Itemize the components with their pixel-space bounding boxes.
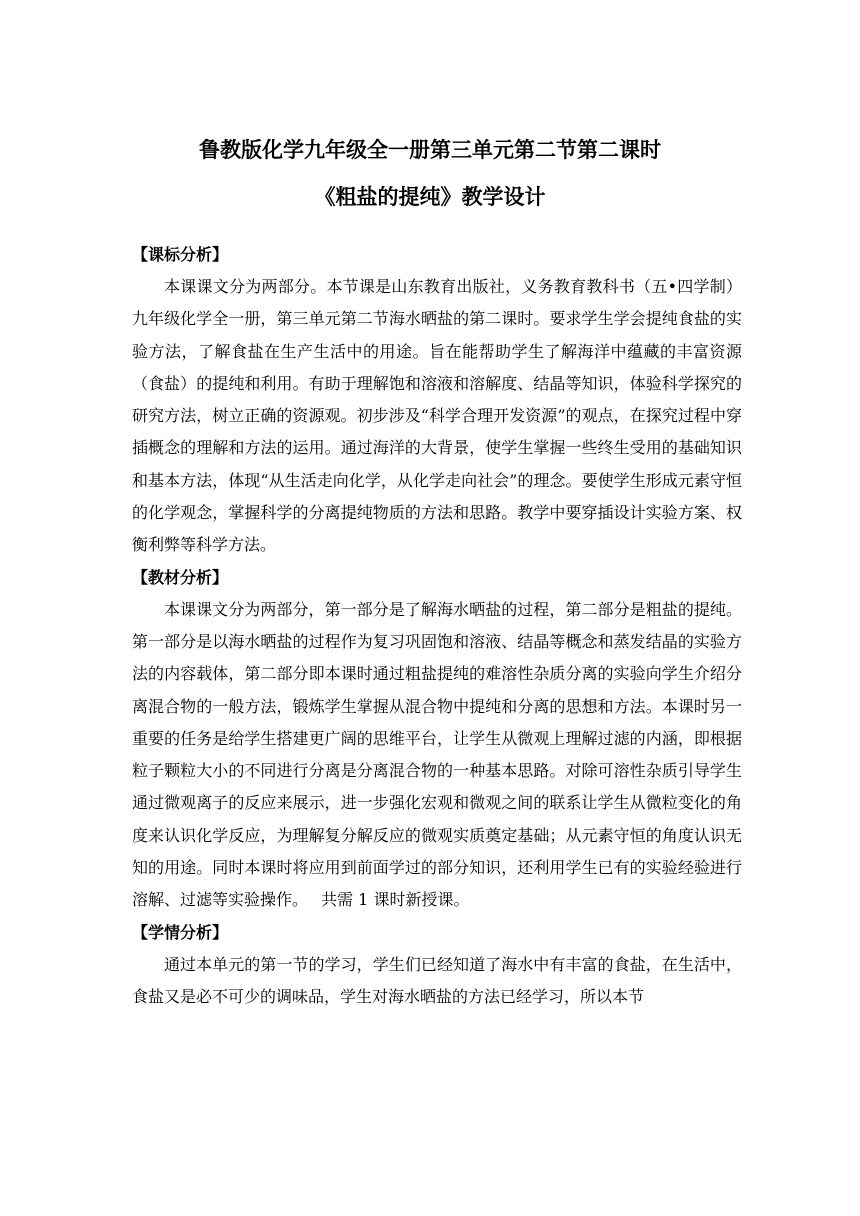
document-body <box>132 239 742 1013</box>
section-textbook-analysis <box>132 562 742 917</box>
section-student-analysis <box>132 917 742 1014</box>
section-paragraph: 本课课文分为两部分，第一部分是了解海水晒盐的过程，第二部分是粗盐的提纯。第一部分是以海水晒盐的过程作为复习巩固饱和溶液、结晶等概念和蒸发结晶的实验方法的内容载体，第二部分即本课时通过粗盐提纯的难溶性杂质分离的实验向学生介绍分离混合物的一般方法，锻炼学生掌握从混合物中提纯和分离的思想和方法。本课时另一重要的任务是给学生搭建更广阔的思维平台，让学生从微观上理解过滤的内涵，即根据粒子颗粒大小的不同进行分离是分离混合物的一种基本思路。对除可溶性杂质引导学生通过微观离子的反应来展示，进一步强化宏观和微观之间的联系让学生从微粒变化的角度来认识化学反应，为理解复分解反应的微观实质奠定基础；从元素守恒的角度认识无知的用途。同时本课时将应用到前面学过的部分知识，还利用学生已有的实验经验进行溶解、过滤等实验操作。 共需 1 课时新授课。 <box>132 599 742 910</box>
document-title-line-1: 鲁教版化学九年级全一册第三单元第二节第二课时 <box>199 138 661 162</box>
section-heading: 【学情分析】 <box>132 922 229 942</box>
section-curriculum-analysis <box>132 239 742 562</box>
section-paragraph: 本课课文分为两部分。本节课是山东教育出版社，义务教育教科书（五•四学制）九年级化学全一册，第三单元第二节海水晒盐的第二课时。要求学生学会提纯食盐的实验方法，了解食盐在生产生活中的用途。旨在能帮助学生了解海洋中蕴藏的丰富资源（食盐）的提纯和利用。有助于理解饱和溶液和溶解度、结晶等知识，体验科学探究的研究方法，树立正确的资源观。初步涉及“科学合理开发资源”的观点，在探究过程中穿插概念的理解和方法的运用。通过海洋的大背景，使学生掌握一些终生受用的基础知识和基本方法，体现“从生活走向化学，从化学走向社会”的理念。要使学生形成元素守恒的化学观念，掌握科学的分离提纯物质的方法和思路。教学中要穿插设计实验方案、权衡利弊等科学方法。 <box>132 277 742 555</box>
section-heading: 【课标分析】 <box>132 245 229 264</box>
section-heading: 【教材分析】 <box>132 567 229 587</box>
document-title-line-2: 《粗盐的提纯》教学设计 <box>314 185 546 209</box>
section-paragraph: 通过本单元的第一节的学习，学生们已经知道了海水中有丰富的食盐，在生活中，食盐又是必不可少的调味品，学生对海水晒盐的方法已经学习，所以本节 <box>132 954 742 1006</box>
